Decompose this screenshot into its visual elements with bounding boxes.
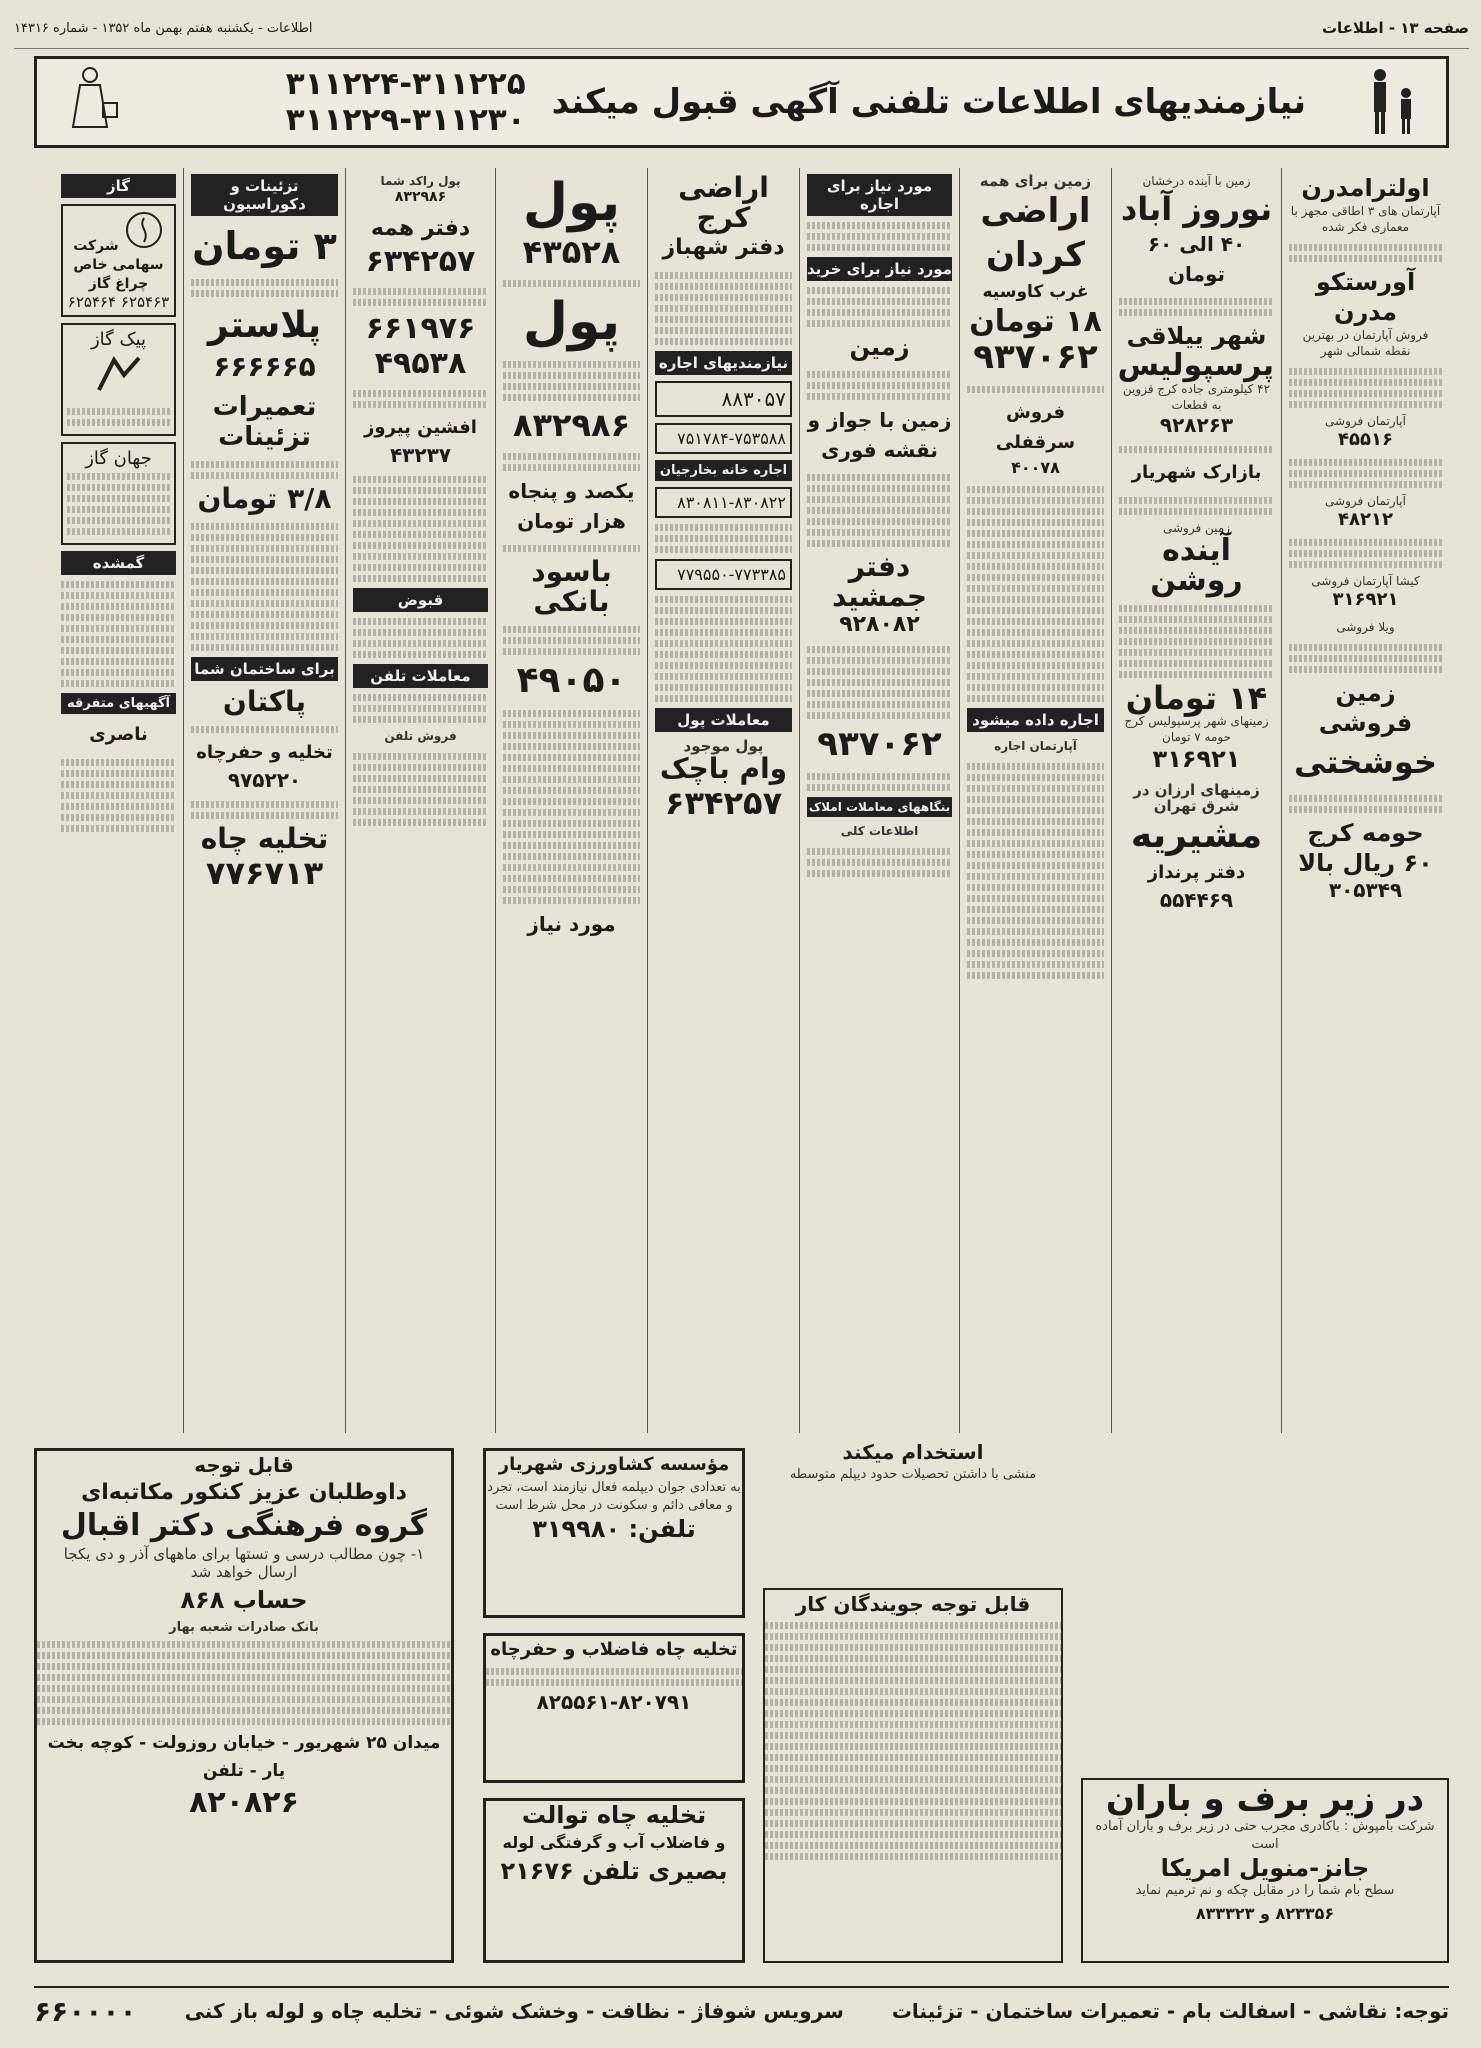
ad-phone-2: ۴۹۵۳۸ bbox=[374, 346, 467, 381]
ad-title: کیشا آپارتمان فروشی bbox=[1311, 574, 1420, 588]
ad-headline: نوروز آباد bbox=[1120, 190, 1273, 228]
column-land-2 bbox=[959, 168, 1111, 1433]
ad-headline: پاکتان bbox=[222, 685, 307, 718]
section-header: برای ساختمان شما bbox=[191, 657, 338, 681]
ad-title: اراضی کرج bbox=[678, 171, 769, 234]
ad-price: ۱۸ تومان bbox=[969, 304, 1102, 339]
banner-phones bbox=[286, 66, 552, 138]
classifieds-banner bbox=[34, 56, 1449, 148]
section-header: نیازمندیهای اجاره bbox=[655, 351, 792, 375]
ad-title: زمین bbox=[849, 333, 910, 361]
ad-phone: ۴۸۲۱۲ bbox=[1338, 509, 1393, 530]
ad-title: شهر ییلاقی bbox=[1126, 322, 1267, 350]
ad-phone: ۹۷۵۲۲۰ bbox=[227, 768, 302, 792]
section-header: قبوض bbox=[353, 588, 488, 612]
classified-ad bbox=[1119, 458, 1274, 488]
ad-text: منشی با داشتن تحصیلات حدود دیپلم متوسطه bbox=[789, 1467, 1037, 1482]
classified-ad bbox=[807, 552, 952, 637]
ad-headline: پلاستر bbox=[207, 305, 322, 346]
classified-ad bbox=[503, 173, 640, 271]
gas-company-logo-icon bbox=[124, 210, 164, 250]
ad-headline: خوشختی bbox=[1293, 743, 1438, 781]
ad-account: حساب ۸۶۸ bbox=[180, 1586, 308, 1614]
ad-title: فروش سرقفلی bbox=[995, 402, 1076, 453]
ad-phone: ۸۳۲۹۸۶ bbox=[512, 406, 631, 444]
ad-title: شرکت سهامی خاص چراغ گاز bbox=[73, 238, 164, 292]
ad-title: یکصد و پنجاه هزار تومان bbox=[508, 479, 635, 533]
ad-title: تخلیه چاه فاضلاب و حفرچاه bbox=[490, 1639, 738, 1660]
boxed-ad bbox=[61, 442, 176, 545]
ad-title: فروش تلفن bbox=[384, 729, 457, 743]
ad-title: آپارتمان فروشی bbox=[1325, 414, 1406, 428]
ad-phone: ۴۵۵۱۶ bbox=[1338, 429, 1393, 450]
ad-title: استخدام میکند bbox=[842, 1440, 984, 1464]
ad-title: آپارتمان اجاره bbox=[994, 739, 1077, 753]
section-header: تزئینات و دکوراسیون bbox=[191, 174, 338, 216]
ad-text: دفتر شهباز bbox=[662, 235, 785, 260]
ad-headline: در زیر برف و باران bbox=[1105, 1779, 1425, 1819]
boxed-ad bbox=[655, 487, 792, 518]
classified-ad bbox=[1289, 818, 1442, 902]
column-land bbox=[1111, 168, 1281, 1433]
ad-title: آپارتمان فروشی bbox=[1325, 494, 1406, 508]
employment-ad bbox=[763, 1438, 1063, 1578]
column-gas bbox=[54, 168, 183, 1433]
ad-headline: وام باچک bbox=[659, 752, 788, 785]
ad-text: و فاضلاب آب و گرفتگی لوله bbox=[502, 1833, 726, 1852]
ad-headline: گروه فرهنگی دکتر اقبال bbox=[60, 1508, 428, 1543]
family-illustration-icon bbox=[1358, 65, 1428, 137]
ad-bank: بانک صادرات شعبه بهار bbox=[169, 1620, 319, 1635]
ad-title: اولترامدرن bbox=[1301, 174, 1430, 202]
section-header: آگهیهای متفرقه bbox=[61, 693, 176, 714]
classified-ad bbox=[655, 738, 792, 822]
ad-headline: ۶۰ ریال بالا bbox=[1298, 849, 1433, 877]
ad-phone: ۶۳۴۲۵۷ bbox=[365, 244, 476, 279]
classified-ad bbox=[807, 724, 952, 764]
ad-title: زمینهای ارزان در شرق تهران bbox=[1133, 781, 1260, 815]
ad-phone: ۹۳۷۰۶۲ bbox=[973, 337, 1098, 377]
ad-title: حومه کرج bbox=[1307, 819, 1424, 847]
classified-ad bbox=[807, 405, 952, 465]
ad-title: آورستکو مدرن bbox=[1315, 268, 1416, 326]
ad-phone: ۳۱۶۹۲۱ bbox=[1152, 745, 1241, 773]
section-header: معاملات پول bbox=[655, 708, 792, 732]
ad-title: زمین فروشی bbox=[1318, 679, 1413, 737]
ad-phone: ۶۶۱۹۷۶ bbox=[365, 311, 476, 346]
ad-phone: ۶۶۶۶۶۵ bbox=[213, 350, 316, 383]
ad-phone: ۸۳۲۹۸۶ bbox=[394, 189, 447, 205]
classified-ad bbox=[191, 738, 338, 792]
banner-message: نیازمندیهای اطلاعات تلفنی آگهی قبول میکند bbox=[551, 82, 1306, 122]
ad-address: میدان ۲۵ شهریور - خیابان روزولت - کوچه بخت یار - تلفن bbox=[47, 1733, 441, 1781]
page-header bbox=[14, 8, 1469, 49]
column-rentals bbox=[647, 168, 799, 1433]
classified-ad bbox=[1289, 619, 1442, 635]
ad-phone: ۷۷۶۷۱۳ bbox=[205, 854, 324, 892]
ad-title: بازارک شهریار bbox=[1131, 462, 1262, 483]
classified-ad bbox=[1289, 493, 1442, 530]
boxed-ad bbox=[655, 423, 792, 454]
ad-title: مؤسسه کشاورزی شهریار bbox=[498, 1454, 730, 1475]
classified-ad bbox=[191, 824, 338, 892]
ad-phone: ۸۲۰۸۲۶ bbox=[189, 1785, 299, 1820]
classified-ad bbox=[503, 557, 640, 617]
ad-subtext: سطح بام شما را در مقابل چکه و نم ترمیم نماید bbox=[1135, 1883, 1395, 1898]
ad-title: زمین برای همه bbox=[979, 172, 1092, 190]
ad-title: پول موجود bbox=[683, 737, 764, 755]
snow-rain-ad bbox=[1081, 1778, 1449, 1963]
classified-ad bbox=[353, 173, 488, 205]
classified-ad bbox=[1289, 413, 1442, 450]
ad-title: جهان گاز bbox=[85, 448, 152, 469]
classified-ad bbox=[807, 332, 952, 362]
ad-phone: ۹۳۷۰۶۲ bbox=[817, 724, 942, 764]
classified-ad bbox=[1289, 267, 1442, 359]
classified-ad bbox=[807, 823, 952, 839]
ad-title: افشین پیروز bbox=[364, 417, 477, 438]
classified-ad bbox=[191, 222, 338, 270]
classified-ad bbox=[503, 660, 640, 701]
ad-headline: پول bbox=[522, 292, 621, 352]
section-header: گاز bbox=[61, 174, 176, 198]
classified-columns bbox=[34, 168, 1449, 1433]
boxed-ad bbox=[655, 559, 792, 590]
ad-phone: ۴۰۰۷۸ bbox=[1011, 458, 1060, 477]
ad-title: دفتر همه bbox=[370, 216, 471, 241]
ad-headline: اراضی کردان bbox=[980, 191, 1091, 275]
banner-phones-line2: ۳۱۱۲۲۹-۳۱۱۲۳۰ bbox=[285, 102, 526, 138]
classified-ad bbox=[967, 173, 1104, 377]
classified-ad bbox=[61, 720, 176, 750]
ad-phone: ۶۳۴۲۵۷ bbox=[664, 784, 783, 822]
ad-phone: ۳۱۶۹۲۱ bbox=[1332, 589, 1399, 610]
classified-ad bbox=[1119, 782, 1274, 912]
column-apartments bbox=[1281, 168, 1449, 1433]
ad-title: قابل توجه bbox=[194, 1453, 294, 1477]
section-header: مورد نیاز برای اجاره bbox=[807, 174, 952, 216]
footer-text-right: توجه: نقاشی - اسفالت بام - تعمیرات ساختمان - تزئینات bbox=[891, 1999, 1449, 2023]
bottom-display-ads bbox=[34, 1440, 1449, 1973]
ad-title: پیک گاز bbox=[90, 329, 147, 350]
ad-title: زمین با آینده درخشان bbox=[1142, 174, 1251, 188]
footer-ad-strip bbox=[34, 1986, 1449, 2034]
classified-ad bbox=[1119, 321, 1274, 437]
ad-headline: تخلیه چاه bbox=[200, 822, 329, 855]
ad-headline: پرسپولیس bbox=[1117, 348, 1274, 383]
ad-text: ۱- چون مطالب درسی و تستها برای ماههای آذر و دی یکجا ارسال خواهد شد bbox=[63, 1545, 425, 1581]
classified-ad bbox=[1119, 173, 1274, 289]
classified-ad bbox=[967, 398, 1104, 477]
classified-ad bbox=[353, 728, 488, 744]
ad-text: غرب کاوسیه bbox=[982, 282, 1089, 302]
ad-phone: ۹۲۸۰۸۲ bbox=[839, 612, 920, 637]
classified-ad bbox=[1289, 678, 1442, 786]
ad-text: آپارتمان های ۳ اطاقی مجهز با معماری فکر شده bbox=[1290, 204, 1441, 234]
issue-info: اطلاعات - یکشنبه هفتم بهمن ماه ۱۳۵۲ - شماره ۱۴۳۱۶ bbox=[14, 20, 313, 36]
ad-phone: ۴۳۵۲۸ bbox=[522, 233, 621, 271]
ad-title: ویلا فروشی bbox=[1336, 620, 1395, 634]
ad-phone: ۶۲۵۴۶۳ ۶۲۵۴۶۴ bbox=[67, 293, 170, 311]
classified-ad bbox=[503, 406, 640, 444]
ad-phone: ۹۲۸۲۶۳ bbox=[1159, 413, 1234, 437]
konkur-ad bbox=[34, 1448, 454, 1963]
job-seekers-ad bbox=[763, 1588, 1063, 1963]
ad-text: ۴۰ الی ۶۰ تومان bbox=[1147, 232, 1246, 286]
ad-headline: پول bbox=[522, 173, 621, 233]
ad-phone: ۸۸۳۰۵۷ bbox=[721, 387, 786, 411]
classified-ad bbox=[353, 311, 488, 381]
ad-text: به تعدادی جوان دیپلمه فعال نیازمند است، تجرد و معافی دائم و سکونت در محل شرط است bbox=[487, 1480, 741, 1513]
ad-headline: دفتر جمشید bbox=[831, 550, 928, 613]
page-label: صفحه ۱۳ - اطلاعات bbox=[1321, 19, 1469, 37]
classified-ad bbox=[503, 292, 640, 352]
ad-title: قابل توجه جویندگان کار bbox=[795, 1592, 1031, 1616]
ad-title: تخلیه چاه توالت bbox=[521, 1801, 707, 1829]
ad-text: دفتر پرنداز bbox=[1147, 862, 1246, 883]
ad-headline: مشیریه bbox=[1130, 815, 1263, 856]
boxed-ad bbox=[61, 204, 176, 317]
pik-gas-logo-icon bbox=[89, 350, 149, 400]
column-decoration bbox=[183, 168, 345, 1433]
classified-ad bbox=[191, 302, 338, 383]
ad-title: اطلاعات کلی bbox=[840, 824, 919, 838]
ad-headline: ۱۴ تومان bbox=[1125, 679, 1268, 717]
ad-phone: ۳۰۵۳۴۹ bbox=[1328, 878, 1403, 902]
ad-phone: ۷۵۱۷۸۴-۷۵۳۵۸۸ bbox=[677, 429, 786, 448]
ad-text: شرکت بامپوش : باکادری مجرب حتی در زیر برف و باران آماده است bbox=[1095, 1819, 1435, 1852]
ad-title: پول راکد شما bbox=[380, 174, 461, 188]
toilet-well-ad bbox=[483, 1798, 745, 1963]
ad-phone: ۸۲۳۳۵۶ و ۸۳۳۳۲۳ bbox=[1195, 1904, 1335, 1923]
classified-ad bbox=[191, 687, 338, 717]
classified-ad bbox=[967, 738, 1104, 754]
classified-ad bbox=[1119, 520, 1274, 596]
column-money-2 bbox=[345, 168, 495, 1433]
ad-headline: ۳ تومان bbox=[192, 224, 337, 268]
ad-headline: تعمیرات تزئینات bbox=[212, 392, 317, 452]
banner-phones-line1: ۳۱۱۲۲۴-۳۱۱۲۲۵ bbox=[285, 66, 526, 102]
classified-ad bbox=[655, 173, 792, 263]
well-drainage-ad bbox=[483, 1633, 745, 1783]
section-header: گمشده bbox=[61, 551, 176, 575]
ad-text: ۴۲ کیلومتری جاده کرج قزوین به قطعات bbox=[1122, 382, 1271, 412]
ad-brand: جانز-منویل امریکا bbox=[1160, 1854, 1370, 1882]
ad-phone: ۴۳۲۳۷ bbox=[389, 443, 452, 467]
boxed-ad bbox=[655, 381, 792, 417]
ad-phone: ۴۹۰۵۰ bbox=[516, 660, 627, 701]
ad-title: ناصری bbox=[89, 724, 148, 745]
ad-headline: باسود بانکی bbox=[531, 555, 612, 618]
footer-phone: ۶۶۰۰۰۰ bbox=[34, 1994, 137, 2028]
ad-phone: بصیری تلفن ۲۱۶۷۶ bbox=[500, 1857, 728, 1885]
classified-ad bbox=[1289, 573, 1442, 610]
classified-ad bbox=[503, 476, 640, 536]
ad-phone: ۸۳۰۸۱۱-۸۳۰۸۲۲ bbox=[677, 493, 786, 512]
column-wanted bbox=[799, 168, 959, 1433]
ad-title: تخلیه و حفرچاه bbox=[196, 742, 333, 763]
ad-headline: ۳/۸ تومان bbox=[197, 482, 332, 515]
woman-illustration-icon bbox=[55, 65, 125, 137]
classified-ad bbox=[353, 413, 488, 467]
classified-ad bbox=[503, 909, 640, 939]
ad-title: زمین فروشی bbox=[1162, 521, 1230, 535]
section-header: اجاره خانه بخارجیان bbox=[655, 460, 792, 481]
classified-ad bbox=[353, 214, 488, 279]
ad-text: فروش آپارتمان در بهترین نقطه شمالی شهر bbox=[1302, 328, 1429, 358]
ad-phone: ۸۲۵۵۶۱-۸۲۰۷۹۱ bbox=[536, 1690, 692, 1714]
classified-ad bbox=[191, 392, 338, 452]
section-header: اجاره داده میشود bbox=[967, 708, 1104, 732]
ad-phone: تلفن: ۳۱۹۹۸۰ bbox=[532, 1515, 696, 1543]
boxed-ad bbox=[61, 323, 176, 436]
ad-title: مورد نیاز bbox=[527, 912, 616, 936]
classified-ad bbox=[191, 484, 338, 514]
section-header: بنگاههای معاملات املاک bbox=[807, 797, 952, 817]
column-money bbox=[495, 168, 647, 1433]
ad-subtitle: داوطلبان عزیز کنکور مکاتبه‌ای bbox=[81, 1480, 407, 1505]
section-header: مورد نیاز برای خرید bbox=[807, 257, 952, 281]
ad-text: زمینهای شهر پرسپولیس کرج حومه ۷ تومان bbox=[1124, 714, 1269, 744]
ad-title: زمین با جواز و نقشه فوری bbox=[807, 408, 952, 462]
ad-phone: ۵۵۴۴۶۹ bbox=[1159, 888, 1234, 912]
ad-phone: ۷۷۹۵۵۰-۷۷۳۳۸۵ bbox=[677, 565, 786, 584]
agriculture-ad bbox=[483, 1448, 745, 1618]
footer-text-mid: سرویس شوفاژ - نظافت - وخشک شوئی - تخلیه چاه و لوله باز کنی bbox=[184, 1999, 844, 2023]
classified-ad bbox=[1119, 679, 1274, 773]
newspaper-page bbox=[14, 8, 1469, 2042]
classified-ad bbox=[1289, 173, 1442, 235]
section-header: معاملات تلفن bbox=[353, 664, 488, 688]
ad-headline: آینده روشن bbox=[1150, 533, 1243, 598]
